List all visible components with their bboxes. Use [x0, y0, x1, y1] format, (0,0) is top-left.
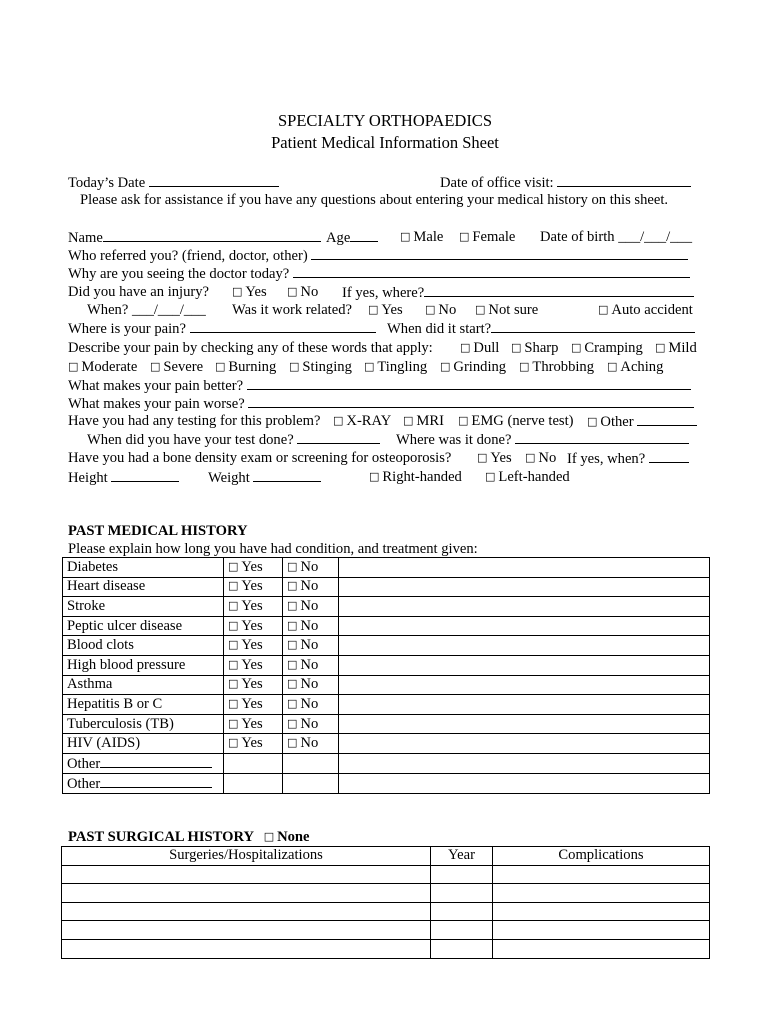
where-pain-field[interactable] — [68, 319, 376, 338]
condition-name: Tuberculosis (TB) — [63, 714, 224, 734]
female-checkbox[interactable]: □ Female — [459, 228, 515, 247]
condition-yes-checkbox[interactable] — [224, 695, 283, 715]
surgical-entry-row — [62, 884, 710, 903]
pain-grinding-checkbox[interactable]: □ Grinding — [440, 358, 506, 377]
test-xray-checkbox[interactable]: □ X-RAY — [333, 412, 391, 431]
condition-explanation[interactable] — [339, 675, 710, 695]
yes-label: □ Yes — [228, 559, 263, 575]
no-label: □ No — [287, 696, 318, 712]
year-cell[interactable] — [431, 884, 493, 903]
work-not-sure-checkbox[interactable]: □ Not sure — [475, 301, 538, 320]
dob-field[interactable] — [540, 228, 692, 246]
condition-yes-checkbox[interactable] — [224, 577, 283, 597]
yes-label: □ Yes — [228, 657, 263, 673]
other-label: Other — [67, 755, 101, 772]
condition-no-checkbox[interactable] — [283, 597, 339, 617]
yes-label: □ Yes — [228, 578, 263, 594]
condition-no-checkbox[interactable] — [283, 616, 339, 636]
yes-label: □ Yes — [228, 618, 263, 634]
injury-where-field[interactable] — [342, 283, 694, 302]
other-condition-row — [63, 753, 710, 773]
col-surgeries: Surgeries/Hospitalizations — [62, 847, 431, 866]
condition-name: Peptic ulcer disease — [63, 616, 224, 636]
surgery-cell[interactable] — [62, 921, 431, 940]
pain-aching-checkbox[interactable]: □ Aching — [607, 358, 663, 377]
surgery-cell[interactable] — [62, 902, 431, 921]
where-pain-blank[interactable] — [190, 319, 376, 333]
surgical-entry-row — [62, 865, 710, 884]
pain-burning-checkbox[interactable]: □ Burning — [215, 358, 276, 377]
right-handed-checkbox[interactable]: □ Right-handed — [369, 468, 462, 487]
year-cell[interactable] — [431, 921, 493, 940]
condition-no-checkbox[interactable] — [283, 655, 339, 675]
injury-where-blank[interactable] — [424, 283, 694, 297]
injury-when-field[interactable] — [87, 301, 206, 319]
other-condition-cell[interactable] — [63, 773, 224, 793]
other-no-cell[interactable] — [283, 753, 339, 773]
test-where-blank[interactable] — [515, 430, 689, 444]
condition-row — [63, 734, 710, 754]
surgical-header-row — [62, 847, 710, 866]
surgical-none-checkbox[interactable]: □ None — [264, 829, 310, 845]
test-when-field[interactable] — [87, 430, 380, 449]
condition-row — [63, 636, 710, 656]
better-field[interactable] — [68, 376, 691, 395]
injury-where-label: If yes, where? — [342, 285, 425, 301]
injury-label: Did you have an injury? — [68, 284, 210, 300]
yes-label: □ Yes — [228, 637, 263, 653]
weight-label: Weight — [208, 470, 250, 486]
bone-density-no-checkbox[interactable]: □ No — [525, 449, 556, 468]
pain-mild-checkbox[interactable]: □ Mild — [655, 339, 697, 358]
age-blank[interactable] — [350, 228, 378, 242]
condition-no-checkbox[interactable] — [283, 675, 339, 695]
medical-history-instructions: Please explain how long you have had condition, and treatment given: — [68, 541, 478, 557]
other-no-cell[interactable] — [283, 773, 339, 793]
condition-row — [63, 695, 710, 715]
bone-density-yes-checkbox[interactable]: □ Yes — [477, 449, 512, 468]
no-label: □ No — [287, 618, 318, 634]
surgical-entry-row — [62, 939, 710, 958]
other-condition-row — [63, 773, 710, 793]
condition-explanation[interactable] — [339, 636, 710, 656]
condition-yes-checkbox[interactable] — [224, 714, 283, 734]
surgical-history-table — [61, 846, 710, 959]
condition-no-checkbox[interactable] — [283, 714, 339, 734]
injury-when-label: When? — [87, 302, 129, 318]
pain-moderate-checkbox[interactable]: □ Moderate — [68, 358, 137, 377]
work-no-checkbox[interactable]: □ No — [425, 301, 456, 320]
other-explanation[interactable] — [339, 773, 710, 793]
surgery-cell[interactable] — [62, 865, 431, 884]
name-blank[interactable] — [103, 228, 321, 242]
worse-field[interactable] — [68, 394, 694, 413]
complications-cell[interactable] — [493, 884, 710, 903]
complications-cell[interactable] — [493, 939, 710, 958]
why-blank[interactable] — [293, 264, 690, 278]
no-label: □ No — [287, 657, 318, 673]
todays-date-blank[interactable] — [149, 173, 279, 187]
condition-name: Asthma — [63, 675, 224, 695]
condition-no-checkbox[interactable] — [283, 577, 339, 597]
condition-explanation[interactable] — [339, 734, 710, 754]
referred-blank[interactable] — [311, 246, 688, 260]
no-label: □ No — [287, 578, 318, 594]
condition-no-checkbox[interactable] — [283, 734, 339, 754]
when-start-blank[interactable] — [491, 319, 695, 333]
office-visit-field[interactable] — [440, 173, 691, 192]
test-mri-checkbox[interactable]: □ MRI — [403, 412, 444, 431]
surgical-entry-row — [62, 902, 710, 921]
medical-history-heading: PAST MEDICAL HISTORY — [68, 523, 248, 539]
referred-label: Who referred you? (friend, doctor, other) — [68, 248, 308, 264]
medical-history-table — [62, 557, 710, 794]
work-related-label: Was it work related? — [232, 302, 352, 318]
surgical-history-heading: PAST SURGICAL HISTORY — [68, 829, 255, 845]
condition-yes-checkbox[interactable] — [224, 655, 283, 675]
describe-pain-label: Describe your pain by checking any of these words that apply: — [68, 340, 433, 356]
weight-field[interactable] — [208, 468, 321, 487]
pain-sharp-checkbox[interactable]: □ Sharp — [511, 339, 558, 358]
bone-density-when-label: If yes, when? — [567, 451, 646, 467]
other-condition-cell[interactable] — [63, 753, 224, 773]
condition-row — [63, 597, 710, 617]
yes-label: □ Yes — [228, 598, 263, 614]
condition-explanation[interactable] — [339, 558, 710, 578]
why-label: Why are you seeing the doctor today? — [68, 266, 290, 282]
better-label: What makes your pain better? — [68, 378, 244, 394]
year-cell[interactable] — [431, 902, 493, 921]
age-field[interactable] — [326, 228, 378, 247]
yes-label: □ Yes — [228, 676, 263, 692]
bone-density-label: Have you had a bone density exam or screening for osteoporosis? — [68, 450, 452, 466]
condition-explanation[interactable] — [339, 714, 710, 734]
dob-blank[interactable]: ___/___/___ — [618, 229, 693, 245]
condition-row — [63, 714, 710, 734]
age-label: Age — [326, 230, 351, 246]
worse-label: What makes your pain worse? — [68, 396, 245, 412]
pain-dull-checkbox[interactable]: □ Dull — [460, 339, 499, 358]
test-where-field[interactable] — [396, 430, 689, 449]
condition-no-checkbox[interactable] — [283, 558, 339, 578]
test-other-checkbox[interactable] — [587, 412, 697, 432]
complications-cell[interactable] — [493, 921, 710, 940]
surgical-history-heading-row — [68, 828, 310, 847]
test-emg-checkbox[interactable]: □ EMG (nerve test) — [458, 412, 574, 431]
yes-label: □ Yes — [228, 716, 263, 732]
condition-explanation[interactable] — [339, 577, 710, 597]
injury-no-checkbox[interactable]: □ No — [287, 283, 318, 302]
pain-throbbing-checkbox[interactable]: □ Throbbing — [519, 358, 594, 377]
office-visit-blank[interactable] — [557, 173, 691, 187]
condition-no-checkbox[interactable] — [283, 695, 339, 715]
when-start-label: When did it start? — [387, 321, 492, 337]
no-label: □ No — [287, 735, 318, 751]
condition-name: Stroke — [63, 597, 224, 617]
work-yes-checkbox[interactable]: □ Yes — [368, 301, 403, 320]
bone-density-when-blank[interactable] — [649, 449, 689, 463]
testing-label: Have you had any testing for this problem? — [68, 413, 321, 429]
other-label: Other — [67, 775, 101, 792]
office-visit-label: Date of office visit: — [440, 175, 554, 191]
no-label: □ No — [287, 716, 318, 732]
practice-name: SPECIALTY ORTHOPAEDICS — [277, 111, 492, 130]
yes-label: □ Yes — [228, 735, 263, 751]
weight-blank[interactable] — [253, 468, 321, 482]
todays-date-field[interactable] — [68, 173, 279, 192]
condition-no-checkbox[interactable] — [283, 636, 339, 656]
height-blank[interactable] — [111, 468, 179, 482]
male-checkbox[interactable]: □ Male — [400, 228, 443, 247]
test-when-label: When did you have your test done? — [87, 432, 294, 448]
form-title: Patient Medical Information Sheet — [271, 133, 499, 152]
pain-stinging-checkbox[interactable]: □ Stinging — [289, 358, 352, 377]
left-handed-checkbox[interactable]: □ Left-handed — [485, 468, 570, 487]
condition-yes-checkbox[interactable] — [224, 597, 283, 617]
test-when-blank[interactable] — [297, 430, 380, 444]
condition-name: Blood clots — [63, 636, 224, 656]
condition-explanation[interactable] — [339, 695, 710, 715]
height-field[interactable] — [68, 468, 179, 487]
pain-severe-checkbox[interactable]: □ Severe — [150, 358, 203, 377]
condition-name: Diabetes — [63, 558, 224, 578]
condition-name: Hepatitis B or C — [63, 695, 224, 715]
condition-row — [63, 616, 710, 636]
test-where-label: Where was it done? — [396, 432, 512, 448]
condition-name: High blood pressure — [63, 655, 224, 675]
why-field[interactable] — [68, 264, 690, 283]
todays-date-label: Today’s Date — [68, 175, 146, 191]
test-other-label: Other — [600, 414, 634, 430]
condition-yes-checkbox[interactable] — [224, 675, 283, 695]
year-cell[interactable] — [431, 865, 493, 884]
worse-blank[interactable] — [248, 394, 694, 408]
condition-name: Heart disease — [63, 577, 224, 597]
condition-row — [63, 675, 710, 695]
test-other-blank[interactable] — [637, 412, 697, 426]
condition-yes-checkbox[interactable] — [224, 616, 283, 636]
no-label: □ No — [287, 598, 318, 614]
assistance-note: Please ask for assistance if you have any questions about entering your medical history on this sheet. — [80, 192, 669, 208]
where-pain-label: Where is your pain? — [68, 321, 186, 337]
other-blank[interactable] — [100, 754, 212, 768]
height-label: Height — [68, 470, 108, 486]
complications-cell[interactable] — [493, 902, 710, 921]
col-year: Year — [431, 847, 493, 866]
other-yes-cell[interactable] — [224, 773, 283, 793]
bone-density-when-field[interactable] — [567, 449, 689, 468]
when-start-field[interactable] — [387, 319, 695, 338]
surgery-cell[interactable] — [62, 884, 431, 903]
referred-field[interactable] — [68, 246, 688, 265]
other-blank[interactable] — [100, 774, 212, 788]
condition-explanation[interactable] — [339, 655, 710, 675]
complications-cell[interactable] — [493, 865, 710, 884]
name-label: Name — [68, 230, 103, 246]
condition-yes-checkbox[interactable] — [224, 558, 283, 578]
injury-yes-checkbox[interactable]: □ Yes — [232, 283, 267, 302]
col-complications: Complications — [493, 847, 710, 866]
no-label: □ No — [287, 637, 318, 653]
condition-row — [63, 558, 710, 578]
name-field[interactable] — [68, 228, 321, 247]
condition-explanation[interactable] — [339, 616, 710, 636]
pain-cramping-checkbox[interactable]: □ Cramping — [571, 339, 643, 358]
no-label: □ No — [287, 559, 318, 575]
pain-tingling-checkbox[interactable]: □ Tingling — [364, 358, 427, 377]
condition-yes-checkbox[interactable] — [224, 636, 283, 656]
surgical-entry-row — [62, 921, 710, 940]
injury-when-blank[interactable]: ___/___/___ — [131, 302, 206, 318]
better-blank[interactable] — [247, 376, 691, 390]
condition-row — [63, 655, 710, 675]
condition-explanation[interactable] — [339, 597, 710, 617]
condition-yes-checkbox[interactable] — [224, 734, 283, 754]
dob-label: Date of birth — [540, 229, 615, 245]
other-yes-cell[interactable] — [224, 753, 283, 773]
other-explanation[interactable] — [339, 753, 710, 773]
no-label: □ No — [287, 676, 318, 692]
condition-name: HIV (AIDS) — [63, 734, 224, 754]
yes-label: □ Yes — [228, 696, 263, 712]
auto-accident-checkbox[interactable]: □ Auto accident — [598, 301, 693, 320]
year-cell[interactable] — [431, 939, 493, 958]
surgery-cell[interactable] — [62, 939, 431, 958]
condition-row — [63, 577, 710, 597]
